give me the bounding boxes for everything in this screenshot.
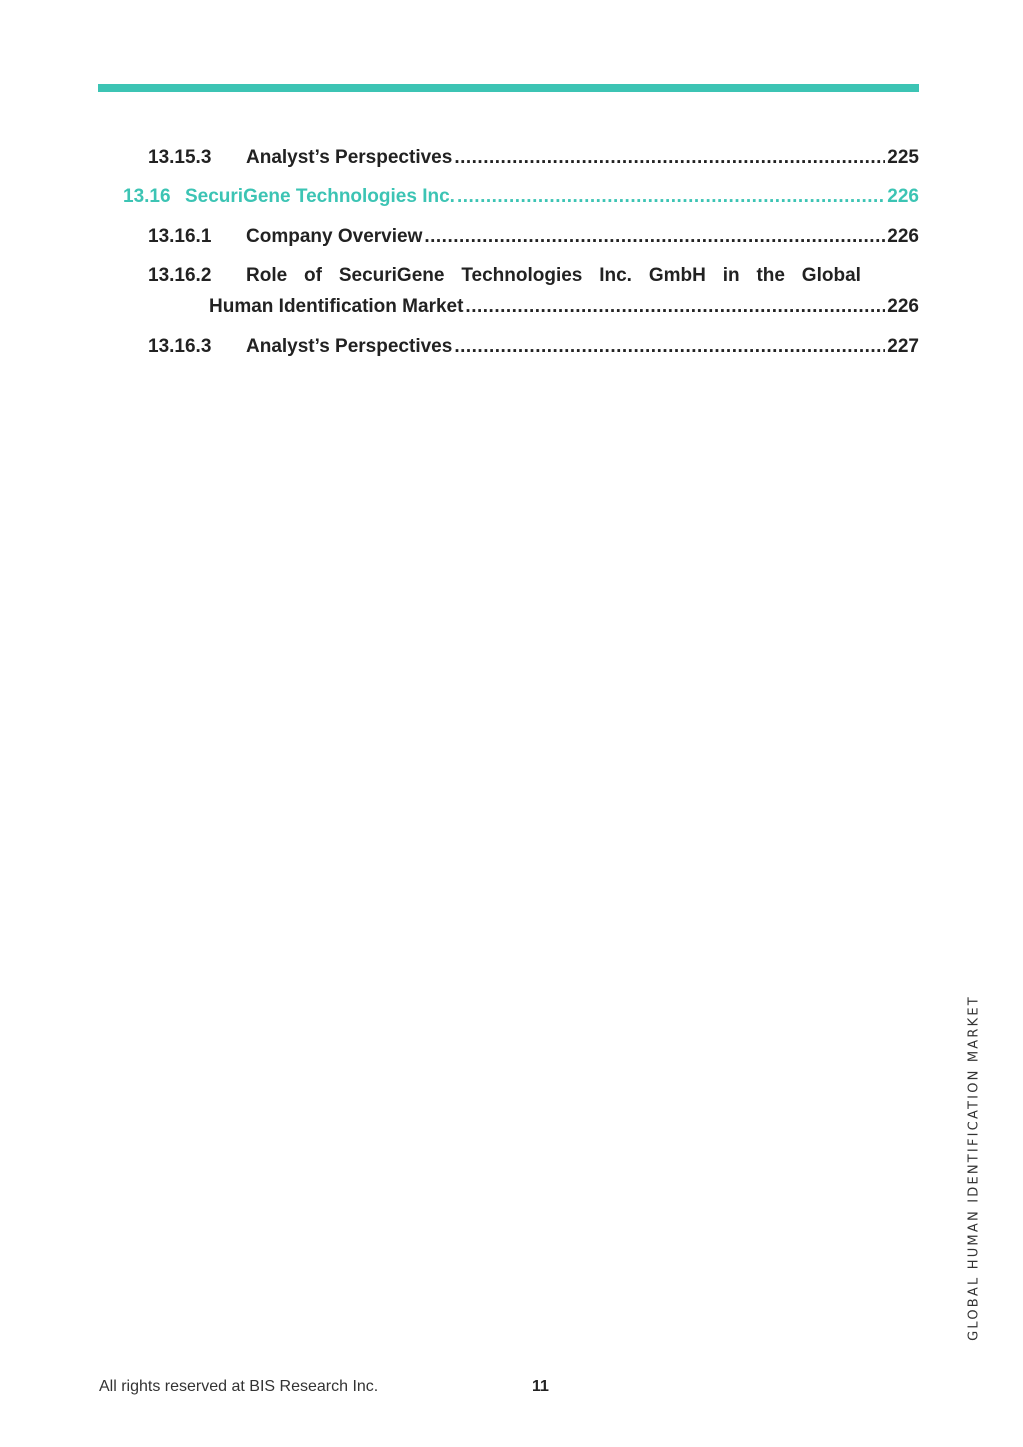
title-word: GmbH bbox=[648, 265, 706, 286]
toc-dot-leader bbox=[424, 225, 885, 249]
toc-entry-title: Analyst’s Perspectives bbox=[246, 336, 453, 357]
title-word: Inc. bbox=[599, 265, 632, 286]
toc-dot-leader bbox=[457, 185, 885, 209]
toc-entry-13-16-3[interactable] bbox=[148, 335, 919, 359]
title-word: Global bbox=[801, 265, 861, 286]
toc-entry-13-16-2-line2[interactable] bbox=[209, 295, 919, 319]
title-word: SecuriGene bbox=[338, 265, 445, 286]
toc-entry-title-line1 bbox=[246, 264, 861, 288]
toc-dot-leader bbox=[454, 146, 885, 170]
header-accent-bar bbox=[98, 84, 919, 92]
title-word: Technologies bbox=[461, 265, 583, 286]
toc-entry-page: 226 bbox=[887, 226, 919, 247]
toc-entry-page: 225 bbox=[887, 147, 919, 168]
toc-entry-page: 226 bbox=[887, 296, 919, 317]
footer-copyright: All rights reserved at BIS Research Inc. bbox=[99, 1378, 379, 1395]
toc-entry-title: Company Overview bbox=[246, 226, 423, 247]
toc-entry-number: 13.16.1 bbox=[148, 226, 212, 247]
vertical-report-title: GLOBAL HUMAN IDENTIFICATION MARKET bbox=[966, 995, 982, 1341]
toc-entry-number: 13.15.3 bbox=[148, 147, 212, 168]
toc-entry-13-16-1[interactable] bbox=[148, 225, 919, 249]
toc-entry-title-line2: Human Identification Market bbox=[209, 296, 464, 317]
toc-dot-leader bbox=[454, 335, 885, 359]
toc-entry-page: 226 bbox=[887, 186, 919, 207]
toc-entry-title: SecuriGene Technologies Inc. bbox=[185, 186, 455, 207]
toc-entry-number: 13.16 bbox=[123, 186, 171, 207]
toc-entry-13-15-3[interactable] bbox=[148, 146, 919, 170]
title-word: the bbox=[756, 265, 785, 286]
toc-entry-13-16-2-line1[interactable] bbox=[148, 264, 861, 288]
title-word: of bbox=[304, 265, 322, 286]
toc-entry-13-16[interactable] bbox=[123, 185, 919, 209]
toc-dot-leader bbox=[465, 295, 885, 319]
toc-entry-page: 227 bbox=[887, 336, 919, 357]
title-word: Role bbox=[246, 265, 288, 286]
toc-entry-number: 13.16.2 bbox=[148, 265, 212, 286]
toc-entry-title: Analyst’s Perspectives bbox=[246, 147, 453, 168]
footer-page-number: 11 bbox=[532, 1378, 549, 1395]
title-word: in bbox=[722, 265, 740, 286]
toc-entry-number: 13.16.3 bbox=[148, 336, 212, 357]
